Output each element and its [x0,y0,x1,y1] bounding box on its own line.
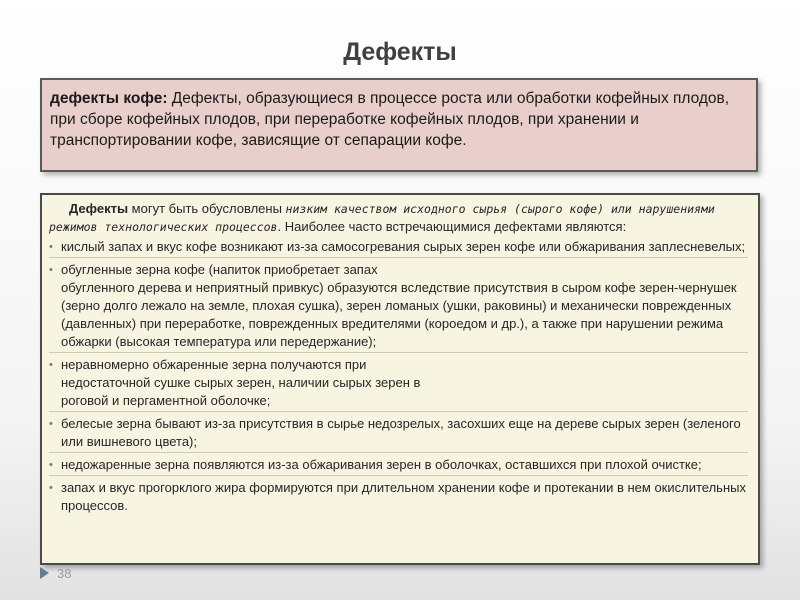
list-item [49,415,748,453]
list-item-text: белесые зерна бывают из-за присутствия в сырье недозрелых, засохших еще на дереве сырых зерен (зеленого или вишневого цвета); [61,416,741,449]
bullet-icon: • [49,482,53,494]
bullet-icon: • [49,459,53,471]
defects-intro [49,200,748,236]
definition-term: дефекты кофе: [50,90,168,107]
list-item [49,456,748,476]
slide-title: Дефекты [343,38,457,66]
intro-tail: . Наиболее часто встречающимися дефектами являются: [277,219,627,234]
intro-italic: низким качеством исходного сырья (сырого кофе) или нарушениями режимов технологических процессов [49,202,715,234]
slide-number [40,566,71,580]
list-item [49,479,748,516]
bullet-icon: • [49,241,53,253]
intro-lead: Дефекты [69,201,129,216]
list-item-text: запах и вкус прогорклого жира формируются при длительном хранении кофе и протекании в нем окислительных процессов. [61,480,746,513]
intro-mid: могут быть обусловлены [128,201,286,216]
definition-box [40,78,758,172]
list-item [49,356,748,412]
list-item-text: неравномерно обжаренные зерна получаются при недостаточной сушке сырых зерен, наличии сырых зерен в роговой и пергаментной оболочке; [61,357,421,408]
bullet-icon: • [49,418,53,430]
slide-number-text: 38 [57,565,72,581]
list-item [49,261,748,353]
list-item-text: обугленные зерна кофе (напиток приобретает запах обугленного дерева и неприятный привкус) образуются вследствие присутствия в сыром кофе зерен-чернушек (зерно долго лежало на земле, плохая сушка), зерен ломаных (ушки, раковины) и механически поврежденных (давленных) при переработке, поврежденных вредителями (короедом и др.), а также при нарушении режима обжарки (высокая температура или передержание); [61,262,737,349]
bullet-icon: • [49,359,53,371]
list-item-text: недожаренные зерна появляются из-за обжаривания зерен в оболочках, оставшихся при плохой очистке; [61,457,702,472]
list-item [49,238,748,258]
bullet-icon: • [49,264,53,276]
list-item-text: кислый запах и вкус кофе возникают из-за самосогревания сырых зерен кофе или обжаривания заплесневелых; [61,239,746,254]
defects-box [40,193,760,565]
play-icon [40,567,49,579]
definition-text: Дефекты, образующиеся в процессе роста или обработки кофейных плодов, при сборе кофейных плодов, при переработке кофейных плодов, при хранении и транспортировании кофе, зависящие от сепарации кофе. [50,90,730,149]
defect-list [49,238,748,516]
